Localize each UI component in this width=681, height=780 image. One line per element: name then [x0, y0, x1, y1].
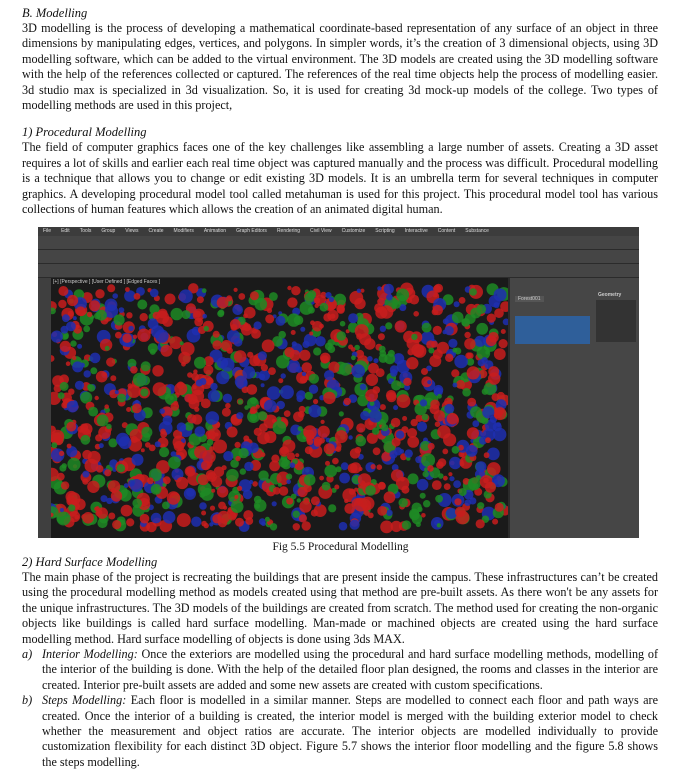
menu-item[interactable]: Tools: [79, 228, 92, 234]
lower-text: [22, 555, 658, 770]
menu-item[interactable]: Content: [437, 228, 456, 234]
menu-item[interactable]: Rendering: [276, 228, 301, 234]
viewport-label: [+] [Perspective ] [User Defined ] [Edged Faces ]: [53, 279, 161, 285]
item-title: Steps Modelling:: [42, 693, 127, 708]
menu-item[interactable]: Substance: [465, 228, 489, 234]
menu-item[interactable]: File: [43, 228, 52, 234]
figure-caption: Fig 5.5 Procedural Modelling: [272, 541, 409, 553]
item-label: b): [22, 693, 33, 708]
menu-item[interactable]: Group: [101, 228, 116, 234]
menu-item[interactable]: Graph Editors: [236, 228, 267, 234]
procedural-paragraph: The field of computer graphics faces one of the key challenges like assembling a large number of assets. Creating a 3D asset requires a lot of skills and earlier each real time object was captured manually and the process was difficult. Procedural modelling is a technique that allows you to change or edit existing 3D models. It is an umbrella term for several techniques in computer graphics. A developing procedural model tool called metahuman is used for this project. This procedural model tool has various collections of human features which allows the creation of an animated digital human.: [22, 140, 658, 217]
left-toolbar: [38, 278, 51, 538]
hard-surface-heading: 2) Hard Surface Modelling: [22, 555, 158, 569]
modifier-stack: [515, 316, 590, 344]
menu-item[interactable]: Customize: [341, 228, 366, 234]
menu-item[interactable]: Civil View: [310, 228, 332, 234]
procedural-modelling-figure: [38, 227, 639, 538]
procedural-heading: 1) Procedural Modelling: [22, 125, 147, 140]
menu-bar: [38, 227, 639, 236]
menu-item[interactable]: Create: [148, 228, 164, 234]
menu-item[interactable]: Views: [125, 228, 139, 234]
section-heading: B. Modelling: [22, 6, 88, 20]
panel-title: Geometry: [598, 292, 622, 298]
viewport: [51, 278, 508, 538]
menu-item[interactable]: Animation: [203, 228, 227, 234]
toolbar-row-2: [38, 250, 639, 263]
hard-surface-paragraph: The main phase of the project is recreating the buildings that are present inside the campus. These infrastructures can’t be created using the procedural modelling method as models created using that method are pre-built assets. As there won't be any assets for the unique infrastructures. The 3D models of the buildings are created from scratch. The method used for creating the non-organic objects like buildings is called hard surface modelling. Man-made or machined objects are created using the hard surface modelling method. Hard surface modelling of objects is done using 3ds MAX.: [22, 570, 658, 646]
item-title: Interior Modelling:: [42, 647, 138, 662]
toolbar-row-3: [38, 264, 639, 277]
object-name: Forest001: [515, 296, 544, 302]
menu-item[interactable]: Interactive: [404, 228, 428, 234]
item-text: Once the exteriors are modelled using the procedural and hard surface modelling methods, modelling of the interior of the building is done. With the help of the detailed floor plan designed, the rooms and classes in the interior are created. Interior pre-built assets are added and some new assets are created with custom specifications.: [42, 647, 658, 692]
list-item: [22, 647, 658, 693]
list-item: [22, 693, 658, 770]
menu-item[interactable]: Modifiers: [173, 228, 194, 234]
forest-render: [51, 278, 508, 538]
toolbar-row-1: [38, 236, 639, 249]
intro-paragraph: 3D modelling is the process of developing a mathematical coordinate-based representation of any surface of an object in three dimensions by manipulating edges, vertices, and polygons. In simpler words, it’s the creation of 3 dimensional objects, using 3D modelling software, which can be added to the virtual environment. The 3D models are created using the 3D modelling software with the help of the references collected or captured. The references of the real time objects help the process of modelling easier. 3d studio max is specialized in 3d visualization. So, it is used for creating 3d mock-up models of the college. Two types of modelling methods are used in this project,: [22, 21, 658, 113]
menu-item[interactable]: Edit: [61, 228, 70, 234]
geometry-list: [596, 300, 636, 342]
menu-item[interactable]: Scripting: [375, 228, 395, 234]
item-label: a): [22, 647, 33, 662]
item-text: Each floor is modelled in a similar manner. Steps are modelled to connect each floor and path ways are created. Once the interior of a building is created, the interior model is merged with the building exterior model to check whether the measurement and object ratios are accurate. The interior objects are modelled individually to provide customization flexibility for each distinct 3D object. Figure 5.7 shows the interior floor modelling and the figure 5.8 shows the steps modelling.: [42, 693, 659, 769]
upper-text: [22, 6, 658, 217]
command-panel: [510, 278, 639, 538]
